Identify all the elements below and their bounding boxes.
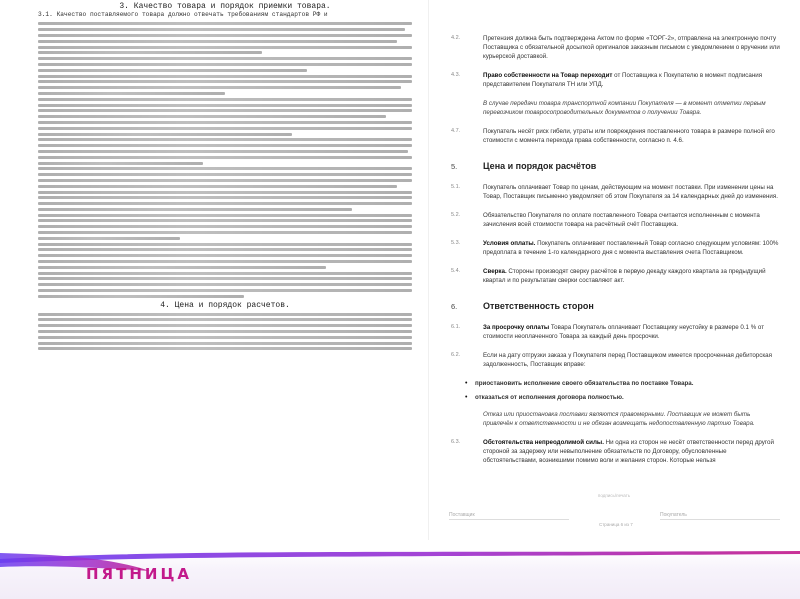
- clause-number: 4.2.: [451, 35, 461, 41]
- clause-number: 4.7.: [451, 128, 461, 134]
- clause-number: 5.3.: [451, 240, 461, 246]
- clause-6-1: [451, 323, 780, 341]
- bullet-dot-icon: •: [465, 380, 468, 387]
- clause-text: Покупатель оплачивает Товар по ценам, действующим на момент поставки. При изменении цены на Товар, Поставщик письменно уведомляет об этом Покупателя за 14 календарных дней до изменения.: [483, 184, 778, 200]
- clause-text: [483, 99, 780, 117]
- clause-number: 4.3.: [451, 72, 461, 78]
- bullet-text: отказаться от исполнения договора полностью.: [475, 394, 624, 401]
- left-document-page: [0, 0, 420, 540]
- italic-note: Отказ или приостановка поставки являются правомерными. Поставщик не может быть привлечён к ответственности и не обязан возмещать недопоставленную партию Товара.: [483, 411, 755, 427]
- clause-rest: от Поставщика к Покупателю в момент подписания представителем Покупателя ТН или УПД.: [483, 72, 763, 88]
- clause-text: Претензия должна быть подтверждена Актом по форме «ТОРГ-2», отправлена на электронную почту Поставщика с обязательной досылкой оригиналов заказным письмом с уведомлением о вручении или курьерской доставкой.: [483, 35, 780, 60]
- section-number: 5.: [451, 162, 458, 171]
- clause-rest: Стороны производят сверку расчётов в первую декаду каждого квартала за предыдущий квартал и по результатам сверки составляют акт.: [483, 268, 766, 284]
- clause-text: [483, 71, 780, 89]
- clause-5-3: [451, 239, 780, 257]
- clause-bold-lead: За просрочку оплаты: [483, 324, 550, 331]
- clause-5-1: [451, 183, 780, 201]
- clause-text: Если на дату отгрузки заказа у Покупателя перед Поставщиком имеется просроченная дебиторская задолженность, Поставщик вправе:: [483, 352, 772, 368]
- clause-number: 6.2.: [451, 352, 461, 358]
- clause-number: 5.2.: [451, 212, 461, 218]
- section-5-heading: [451, 161, 780, 171]
- signature-row: [449, 512, 780, 520]
- clause-6-3: [451, 438, 780, 465]
- clause-rest: Товара Покупатель оплачивает Поставщику неустойку в размере 0.1 % от стоимости неоплаченного Товара за каждый день просрочки.: [483, 324, 765, 340]
- clause-text: [483, 438, 780, 465]
- clause-italic-note: В случае передачи товара транспортной компании Покупателя — в момент отметки первым перевозчиком товаросопроводительных документов о получении Товара.: [483, 100, 766, 116]
- left-text-block-2: [38, 313, 412, 351]
- clause-5-4: [451, 267, 780, 285]
- left-mid-heading: 4. Цена и порядок расчетов.: [160, 300, 290, 310]
- section-title: Цена и порядок расчётов: [483, 161, 597, 171]
- clause-number: 5.4.: [451, 268, 461, 274]
- clause-text: [483, 323, 780, 341]
- clause-4-2: [451, 34, 780, 61]
- bullet-item: [465, 393, 780, 402]
- clause-4-3-note: [451, 99, 780, 117]
- left-text-block-1: [38, 22, 412, 297]
- section-number: 6.: [451, 302, 458, 311]
- clause-text: Обязательство Покупателя по оплате поставленного Товара считается исполненным с момента зачисления всей стоимости товара на расчётный счёт Поставщика.: [483, 212, 760, 228]
- page-number: Страница 6 из 7: [599, 522, 633, 527]
- left-first-line: 3.1. Качество поставляемого товара должно отвечать требованиям стандартов РФ и: [38, 11, 328, 18]
- right-document-page: [428, 0, 800, 540]
- bullet-text: приостановить исполнение своего обязательства по поставке Товара.: [475, 380, 694, 387]
- section-6-heading: [451, 301, 780, 311]
- clause-5-2: [451, 211, 780, 229]
- clause-bold-lead: Право собственности на Товар переходит: [483, 72, 613, 79]
- clause-4-7: [451, 127, 780, 145]
- clause-text: Покупатель несёт риск гибели, утраты или повреждения поставленного товара в размере полной его стоимости с момента перехода права собственности, согласно п. 4.6.: [483, 128, 775, 144]
- signature-buyer: Покупатель: [660, 512, 780, 520]
- left-section-title: 3. Качество товара и порядок приемки товара.: [119, 2, 331, 11]
- clause-text: [483, 267, 780, 285]
- clause-number: 5.1.: [451, 184, 461, 190]
- clause-6-2: [451, 351, 780, 369]
- clause-rest: Ни одна из сторон не несёт ответственности перед другой стороной за задержку или невыполнение обязательств по Договору, обусловленные обстоятельствами, возникшими помимо воли и желания сторон. Которые нельзя: [483, 439, 774, 464]
- brand-logo: ПЯТНИЦА: [86, 565, 192, 583]
- signature-center-label: подпись/печать: [597, 493, 631, 498]
- bullet-dot-icon: •: [465, 394, 468, 401]
- clause-number: 6.1.: [451, 324, 461, 330]
- signature-supplier: Поставщик: [449, 512, 569, 520]
- bullet-item: [465, 379, 780, 388]
- clause-4-3: [451, 71, 780, 89]
- clause-number: 6.3.: [451, 439, 461, 445]
- clause-text: [483, 239, 780, 257]
- section-title: Ответственность сторон: [483, 301, 594, 311]
- clause-bold-lead: Сверка.: [483, 268, 507, 275]
- clause-bold-lead: Обстоятельства непреодолимой силы.: [483, 439, 604, 446]
- clause-bold-lead: Условия оплаты.: [483, 240, 536, 247]
- clause-rest: Покупатель оплачивает поставленный Товар согласно следующим условиям: 100% предоплата в течение 1-го календарного дня с момента выставления счета Поставщиком.: [483, 240, 779, 256]
